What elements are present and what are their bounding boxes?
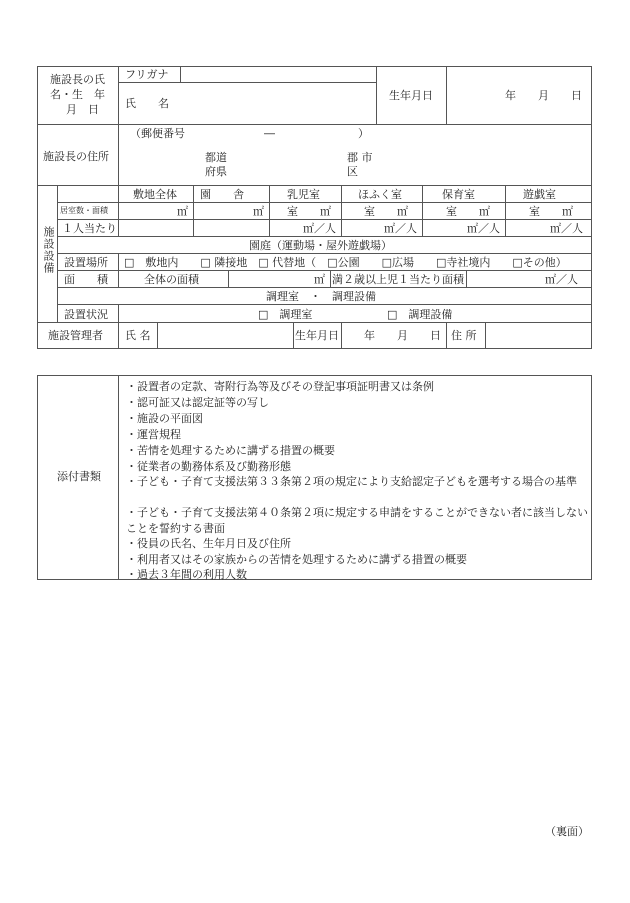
- per-cell-nursery: ㎡／人: [467, 222, 500, 235]
- attachment-item: ・子ども・子育て支援法第３３条第２項の規定により支給認定子どもを選考する場合の基準: [126, 475, 577, 488]
- col-header-nursery: 保育室: [442, 188, 475, 201]
- rooms-cell-nursery: 室 ㎡: [446, 205, 490, 218]
- city-line2: 区: [347, 165, 358, 178]
- per-cell-playroom: ㎡／人: [550, 222, 583, 235]
- attachment-item: ・設置者の定款、寄附行為等及びその登記事項証明書又は条例: [126, 380, 434, 393]
- pref-line2: 府県: [205, 165, 227, 178]
- rooms-cell-site: ㎡: [177, 205, 188, 218]
- area-per-label: 満２歳以上児１当たり面積: [332, 273, 464, 286]
- rooms-cell-infant: 室 ㎡: [287, 205, 331, 218]
- head-label-line2: 名・生 年: [50, 88, 105, 101]
- attachment-item: ・子ども・子育て支援法第４０条第２項に規定する申請をすることができない者に該当しないことを誓約する書面: [126, 506, 588, 535]
- attachment-item: ・苦情を処理するために講ずる措置の概要: [126, 444, 335, 457]
- dob-value: 年 月 日: [505, 89, 582, 102]
- col-header-site: 敷地全体: [133, 188, 177, 201]
- manager-dob-value: 年 月 日: [364, 329, 441, 342]
- manager-label: 施設管理者: [48, 329, 103, 342]
- col-header-crawl: ほふく室: [358, 188, 402, 201]
- attachment-item: ・利用者又はその家族からの苦情を処理するために講ずる措置の概要: [126, 553, 467, 566]
- area-per-unit: ㎡／人: [545, 273, 578, 286]
- postal-close: ）: [358, 127, 369, 140]
- postal-dash: ―: [264, 127, 275, 140]
- furigana-label: フリガナ: [125, 68, 169, 81]
- manager-dob-label: 生年月日: [295, 329, 339, 342]
- location-label: 設置場所: [64, 256, 108, 269]
- area-label: 面 積: [64, 273, 108, 286]
- rooms-cell-crawl: 室 ㎡: [364, 205, 408, 218]
- location-options: □ 敷地内 □ 隣接地 □ 代替地（ □公園 □広場 □寺社境内 □その他）: [124, 256, 567, 269]
- rooms-cell-playroom: 室 ㎡: [529, 205, 573, 218]
- name-label: 氏 名: [125, 97, 169, 110]
- area-whole-unit: ㎡: [314, 273, 325, 286]
- status-option-equipment: □ 調理設備: [387, 308, 453, 321]
- per-cell-crawl: ㎡／人: [384, 222, 417, 235]
- attachment-item: ・施設の平面図: [126, 412, 203, 425]
- attachment-item: ・運営規程: [126, 428, 181, 441]
- facility-vertical-label: 施設設備: [42, 226, 55, 274]
- postal-label: （郵便番号: [130, 127, 185, 140]
- dob-label: 生年月日: [389, 89, 433, 102]
- status-label: 設置状況: [64, 308, 108, 321]
- per-person-label: １人当たり: [62, 222, 117, 235]
- attachment-item: ・従業者の勤務体系及び勤務形態: [126, 460, 291, 473]
- area-whole-label: 全体の面積: [144, 273, 199, 286]
- rooms-cell-building: ㎡: [253, 205, 264, 218]
- manager-name-label: 氏 名: [125, 329, 151, 342]
- back-side-label: （裏面）: [545, 825, 589, 838]
- col-header-infant: 乳児室: [287, 188, 320, 201]
- city-line1: 郡 市: [347, 151, 373, 164]
- kitchen-title: 調理室 ・ 調理設備: [266, 290, 376, 303]
- manager-address-label: 住 所: [451, 329, 477, 342]
- col-header-playroom: 遊戯室: [523, 188, 556, 201]
- head-label-line1: 施設長の氏: [50, 73, 105, 86]
- attachment-item: ・過去３年間の利用人数: [126, 568, 247, 581]
- head-label-line3: 月 日: [66, 103, 99, 116]
- status-option-kitchen: □ 調理室: [258, 308, 313, 321]
- attachments-label: 添付書類: [57, 470, 101, 483]
- garden-title: 園庭（運動場・屋外遊戯場）: [249, 239, 392, 252]
- col-header-building: 園 舎: [200, 188, 244, 201]
- address-label: 施設長の住所: [43, 150, 109, 163]
- pref-line1: 都道: [205, 151, 227, 164]
- attachment-item: ・認可証又は認定証等の写し: [126, 396, 269, 409]
- attachment-item: ・役員の氏名、生年月日及び住所: [126, 537, 291, 550]
- per-cell-infant: ㎡／人: [303, 222, 336, 235]
- rooms-row-label: 居室数・面積: [60, 206, 108, 215]
